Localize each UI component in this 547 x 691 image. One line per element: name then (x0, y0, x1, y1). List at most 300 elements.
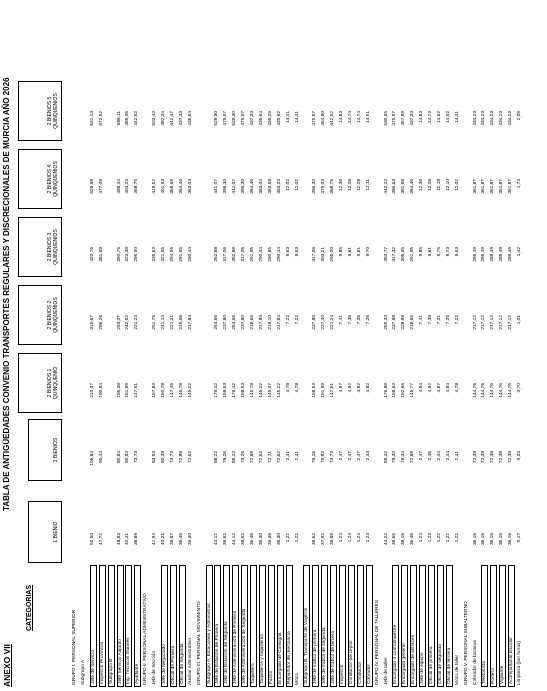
table-cell-value: 4,92 (428, 383, 433, 393)
column-header-label: 2 BIENIOS 5 QUINQUENIOS (46, 93, 59, 129)
column-header (18, 285, 62, 345)
table-cell-value: 390,75 (116, 247, 122, 262)
table-cell-value: 7,36 (356, 315, 362, 325)
row-category-label: Oficial de segunda (437, 644, 443, 684)
table-cell-value: 88,22 (214, 451, 220, 464)
table-cell-value: 76,34 (401, 451, 407, 464)
table-cell-value: 79,26 (241, 451, 247, 464)
table-cell-value: 221,24 (134, 315, 140, 330)
table-cell-value: 241,14 (161, 315, 166, 330)
table-cell-value: 4,78 (294, 383, 300, 393)
table-cell-value: 317,06 (312, 247, 318, 262)
table-cell-value: 2,43 (365, 451, 371, 461)
table-cell-value: 264,66 (214, 315, 220, 330)
table-cell-value: 9,63 (294, 247, 300, 257)
row-category-label: GRUPO I. PERSONAL SUPERIOR (72, 609, 77, 685)
table-cell-value: 1,24 (356, 533, 362, 543)
table-cell-value: 210,37 (89, 383, 95, 398)
table-cell-value: 2,41 (294, 451, 300, 461)
table-row (277, 565, 284, 687)
table-cell-value: 14,74 (356, 111, 362, 124)
table-cell-value: 290,44 (187, 247, 193, 262)
table-cell-value: 477,09 (98, 179, 104, 194)
row-category-label: Mozo de taller (454, 654, 460, 685)
table-cell-value: 363,04 (187, 179, 193, 194)
table-cell-value: 335,63 (152, 247, 158, 262)
table-cell-value: 144,76 (490, 383, 496, 398)
row-category-label: Limpieza (por horas) (517, 641, 522, 685)
table-cell-value: 396,30 (312, 179, 318, 194)
table-row (117, 565, 124, 687)
table-row (339, 565, 346, 687)
table-cell-value: 36,36 (267, 533, 273, 546)
table-cell-value: 217,12 (490, 315, 496, 330)
row-category-label: Repartidor de mercancía (286, 631, 292, 684)
table-cell-value: 291,55 (178, 247, 184, 262)
table-cell-value: 9,81 (356, 247, 362, 257)
row-category-label: Subgrupo A (80, 659, 86, 685)
table-row (321, 565, 328, 687)
row-category-label: Conductor-perceptor (348, 640, 354, 684)
table-cell-value: 158,53 (241, 383, 247, 398)
table-cell-value: 631,13 (89, 111, 95, 126)
table-cell-value: 237,98 (392, 315, 398, 330)
table-cell-value: 9,70 (365, 247, 371, 257)
table-cell-value: 434,23 (490, 111, 496, 126)
table-cell-value: 251,75 (152, 315, 158, 330)
table-cell-value: 434,23 (481, 111, 487, 126)
table-cell-value: 12,28 (347, 179, 353, 192)
table-cell-value: 1,74 (517, 179, 522, 189)
table-cell-value: 503,43 (152, 111, 158, 126)
column-header-label: 2 BIENIOS 3 QUINQUENIOS (46, 229, 59, 265)
table-cell-value: 218,66 (178, 315, 184, 330)
table-row (375, 27, 381, 687)
table-row (232, 565, 239, 687)
row-category-label: Jefe de Administración de Segunda (242, 608, 248, 684)
table-cell-value: 72,38 (499, 451, 505, 464)
table-cell-value: 2,44 (436, 451, 442, 461)
table-row (214, 565, 221, 687)
table-cell-value: 361,87 (499, 179, 505, 194)
row-category-label: GRUPO V. PERSONAL SUBALTERNO (463, 601, 469, 685)
table-cell-value: 1,22 (445, 533, 451, 543)
table-cell-value: 295,00 (330, 247, 336, 262)
table-cell-value: 290,85 (267, 247, 273, 262)
table-cell-value: 368,69 (169, 179, 175, 194)
table-cell-value: 72,88 (410, 451, 416, 464)
table-cell-value: 221,24 (330, 315, 336, 330)
table-cell-value: 40,21 (161, 533, 166, 546)
categorias-heading: CATEGORIAS (26, 584, 33, 631)
table-cell-value: 37,92 (321, 533, 327, 546)
table-cell-value: 144,76 (508, 383, 514, 398)
table-cell-value: 144,76 (472, 383, 478, 398)
table-cell-value: 361,87 (508, 179, 514, 194)
table-cell-value: 80,84 (116, 451, 122, 464)
table-cell-value: 167,83 (152, 383, 158, 398)
table-cell-value: 289,49 (490, 247, 496, 262)
table-cell-value: 36,30 (187, 533, 193, 546)
table-cell-value: 437,33 (410, 111, 416, 126)
table-cell-value: 38,16 (401, 533, 407, 546)
table-cell-value: 12,28 (356, 179, 362, 192)
table-row (206, 565, 213, 687)
table-cell-value: 217,84 (258, 315, 264, 330)
table-cell-value: 9,75 (436, 247, 442, 257)
table-row (330, 565, 337, 687)
table-cell-value: 176,88 (383, 383, 389, 398)
column-header (18, 217, 62, 277)
table-cell-value: 12,36 (339, 179, 344, 192)
table-cell-value: 39,66 (392, 533, 398, 546)
table-row (464, 27, 470, 687)
row-category-label: Jefe de tráfico de segunda (322, 627, 328, 684)
table-row (72, 27, 78, 687)
table-cell-value: 80,83 (125, 451, 131, 464)
table-cell-value: 144,76 (481, 383, 487, 398)
table-cell-value: 305,35 (401, 247, 407, 262)
table-cell-value: 1,22 (436, 533, 442, 543)
table-cell-value: 442,52 (330, 111, 336, 126)
table-cell-value: 361,87 (490, 179, 496, 194)
row-category-label: Inspector (340, 664, 345, 684)
table-cell-value: 44,22 (383, 533, 389, 546)
table-cell-value: 2,47 (347, 451, 353, 461)
table-cell-value: 317,06 (223, 247, 229, 262)
table-cell-value: 434,23 (499, 111, 505, 126)
table-row (286, 565, 293, 687)
table-cell-value: 361,87 (472, 179, 478, 194)
table-cell-value: 73,73 (134, 451, 140, 464)
table-row (90, 565, 97, 687)
table-cell-value: 1,42 (517, 247, 522, 257)
table-cell-value: 9,73 (445, 247, 451, 257)
row-category-label: Oficial de Primera (170, 645, 176, 684)
column-header-label: 2 BIENIOS 2 QUINQUENIOS (46, 297, 59, 333)
document-title: TABLA DE ANTIGÜEDADES CONVENIO TRANSPORTES REGULARES Y DISCRECIONALES DE MURCIA AÑO 2026 (2, 77, 11, 511)
table-cell-value: 9,81 (428, 247, 433, 257)
table-cell-value: 7,22 (294, 315, 300, 325)
row-category-label: Jefe de equipo (420, 652, 426, 684)
table-cell-value: 12,11 (365, 179, 371, 191)
row-category-label: Subgrupo B (108, 658, 114, 684)
table-cell-value: 72,38 (508, 451, 514, 464)
row-category-label: Cobrador (366, 664, 372, 684)
table-cell-value: 317,32 (392, 247, 398, 262)
row-category-label: Jefe de Sección (152, 650, 158, 685)
table-cell-value: 4,97 (339, 383, 344, 393)
table-cell-value: 4,78 (454, 383, 460, 393)
table-cell-value: 12,36 (419, 179, 425, 192)
table-cell-value: 290,44 (276, 247, 282, 262)
table-cell-value: 14,41 (454, 111, 460, 124)
table-cell-value: 291,55 (250, 247, 255, 262)
table-cell-value: 315,67 (89, 315, 95, 330)
table-cell-value: 217,12 (499, 315, 505, 330)
row-category-label: GRUPO III. PERSONAL MOVIMIENTO (196, 601, 202, 685)
table-cell-value: 237,80 (312, 315, 318, 330)
row-category-label: Jefe de Servicio (90, 649, 96, 684)
table-row (428, 565, 435, 687)
table-cell-value: 145,77 (410, 383, 416, 398)
table-cell-value: 364,46 (250, 179, 255, 194)
column-header (28, 419, 62, 481)
table-cell-value: 286,26 (98, 315, 104, 330)
row-category-label: Vigilante (500, 665, 506, 684)
table-cell-value: 1,22 (454, 533, 460, 543)
table-cell-value: 457,99 (401, 111, 407, 126)
table-cell-value: 36,87 (169, 533, 175, 546)
table-row (366, 565, 373, 687)
table-cell-value: 40,41 (125, 533, 131, 546)
table-row (490, 565, 497, 687)
table-row (143, 27, 149, 687)
table-cell-value: 95,43 (98, 451, 104, 464)
column-header (28, 501, 62, 563)
table-cell-value: 12,28 (428, 179, 433, 192)
table-cell-value: 242,52 (125, 315, 131, 330)
row-category-label: Oficial de Segunda (179, 643, 185, 684)
table-cell-value: 434,23 (508, 111, 514, 126)
table-row (446, 565, 453, 687)
row-category-label: Encargado de almacén (411, 634, 417, 684)
table-cell-value: 323,38 (125, 247, 131, 262)
row-category-label: Jefe de Negociado (162, 643, 167, 684)
table-cell-value: 44,12 (232, 533, 238, 546)
table-cell-value: 72,62 (258, 451, 264, 464)
row-category-label: Taquillero (251, 663, 256, 684)
table-cell-value: 317,06 (241, 247, 247, 262)
table-cell-value: 381,69 (98, 247, 104, 262)
table-cell-value: 227,40 (321, 315, 327, 330)
table-cell-value: 217,84 (276, 315, 282, 330)
table-cell-value: 321,55 (161, 247, 166, 262)
table-cell-value: 36,16 (499, 533, 505, 546)
table-cell-value: 2,41 (285, 451, 291, 461)
row-category-label: Ayudante (135, 663, 141, 684)
table-cell-value: 72,38 (481, 451, 487, 464)
table-cell-value: 48,83 (116, 533, 122, 546)
table-cell-value: 435,62 (276, 111, 282, 126)
row-category-label: Cobrador de facturas (472, 639, 478, 685)
row-category-label: Inspector Provincial (99, 642, 105, 684)
table-cell-value: 353,77 (383, 247, 389, 262)
table-cell-value: 401,93 (161, 179, 166, 194)
table-cell-value: 7,22 (285, 315, 291, 325)
table-cell-value: 2,09 (517, 111, 522, 121)
row-category-label: Taquilleros y taquilleras (259, 634, 265, 684)
row-category-label: Subgrupo A: Estaciones y Administrac. (206, 601, 212, 684)
table-cell-value: 36,89 (330, 533, 336, 546)
table-cell-value: 88,42 (383, 451, 389, 464)
row-category-label: GRUPO II. PERSONAL ADMINISTRATIVO (143, 593, 149, 685)
table-cell-value: 36,46 (410, 533, 416, 546)
table-cell-value: 0,17 (517, 533, 522, 543)
table-cell-value: 381,68 (401, 179, 407, 194)
table-cell-value: 47,72 (98, 533, 104, 546)
table-row (125, 565, 132, 687)
table-cell-value: 437,33 (178, 111, 184, 126)
table-row (161, 565, 168, 687)
table-cell-value: 290,44 (258, 247, 264, 262)
row-category-label: Acompañante Escolar (509, 637, 515, 684)
table-cell-value: 39,62 (241, 533, 247, 546)
table-cell-value: 14,51 (365, 111, 371, 124)
table-cell-value: 352,88 (232, 247, 238, 262)
table-cell-value: 36,89 (134, 533, 140, 546)
table-cell-value: 363,04 (258, 179, 264, 194)
table-cell-value: 79,26 (223, 451, 229, 464)
table-row (437, 565, 444, 687)
row-category-label: GRUPO IV. PERSONAL DE TALLERES (374, 599, 380, 685)
table-cell-value: 145,22 (187, 383, 193, 398)
table-cell-value: 36,46 (178, 533, 184, 546)
table-cell-value: 442,47 (169, 111, 175, 126)
row-category-label: Mozo (294, 673, 300, 685)
table-cell-value: 4,87 (436, 383, 442, 393)
table-cell-value: 39,62 (312, 533, 318, 546)
table-row (392, 565, 399, 687)
table-row (401, 565, 408, 687)
table-cell-value: 36,30 (258, 533, 264, 546)
table-cell-value: 160,78 (161, 383, 166, 398)
table-cell-value: 475,57 (241, 111, 247, 126)
table-cell-value: 1,23 (428, 533, 433, 543)
table-cell-value: 0,33 (517, 451, 522, 461)
table-cell-value: 145,78 (178, 383, 184, 398)
row-category-label: Encargado general (402, 643, 408, 684)
table-cell-value: 217,12 (508, 315, 514, 330)
table-row (508, 565, 515, 687)
table-cell-value: 14,41 (294, 111, 300, 124)
table-cell-value: 435,64 (187, 111, 193, 126)
table-row (134, 565, 141, 687)
table-cell-value: 72,38 (472, 451, 478, 464)
table-cell-value: 237,80 (241, 315, 247, 330)
table-cell-value: 217,84 (187, 315, 193, 330)
table-cell-value: 475,97 (392, 111, 398, 126)
table-cell-value: 217,12 (472, 315, 478, 330)
table-cell-value: 364,46 (410, 179, 416, 194)
table-cell-value: 36,46 (250, 533, 255, 546)
table-cell-value: 72,88 (250, 451, 255, 464)
table-cell-value: 1,22 (294, 533, 300, 543)
table-cell-value: 7,41 (419, 315, 425, 325)
row-category-label: Encargado o contramaestre (393, 624, 399, 684)
table-cell-value: 529,30 (214, 111, 220, 126)
table-cell-value: 265,33 (383, 315, 389, 330)
row-category-label: Auxiliar Administrativo (187, 638, 193, 685)
table-cell-value: 530,65 (383, 111, 389, 126)
table-cell-value: 7,41 (339, 315, 344, 325)
table-cell-value: 435,64 (258, 111, 264, 126)
table-cell-value: 237,80 (223, 315, 229, 330)
table-cell-value: 434,23 (472, 111, 478, 126)
row-category-label: Encargado de Consigna (277, 632, 283, 684)
table-row (410, 565, 417, 687)
table-cell-value: 221,21 (169, 315, 175, 330)
table-row (99, 565, 106, 687)
table-cell-value: 396,63 (392, 179, 398, 194)
table-cell-value: 73,73 (169, 451, 175, 464)
table-cell-value: 144,76 (499, 383, 505, 398)
table-cell-value: 79,26 (312, 451, 318, 464)
table-row (357, 565, 364, 687)
table-cell-value: 158,53 (223, 383, 229, 398)
row-category-label: Factor (268, 670, 274, 684)
table-cell-value: 0,70 (517, 383, 522, 393)
table-cell-value: 4,94 (419, 383, 425, 393)
table-cell-value: 14,41 (285, 111, 291, 124)
table-cell-value: 52,50 (89, 533, 95, 546)
table-cell-value: 442,22 (383, 179, 389, 194)
table-cell-value: 12,02 (294, 179, 300, 192)
table-cell-value: 2,46 (428, 451, 433, 461)
table-row (312, 565, 319, 687)
table-cell-value: 36,16 (508, 533, 514, 546)
table-row (108, 565, 115, 687)
table-cell-value: 41,94 (152, 533, 158, 546)
table-cell-value: 485,06 (125, 111, 131, 126)
table-row (81, 27, 87, 687)
table-cell-value: 176,42 (214, 383, 220, 398)
table-cell-value: 79,30 (392, 451, 398, 464)
table-row (223, 565, 230, 687)
table-cell-value: 475,57 (312, 111, 318, 126)
column-header (18, 81, 62, 141)
table-cell-value: 72,71 (267, 451, 273, 464)
table-cell-value: 83,93 (152, 451, 158, 464)
table-cell-value: 289,49 (472, 247, 478, 262)
row-category-label: Subgrupo B. Transporte de Viajeros (304, 607, 310, 684)
table-cell-value: 2,44 (445, 451, 451, 461)
table-cell-value: 9,63 (454, 247, 460, 257)
table-cell-value: 363,04 (276, 179, 282, 194)
table-cell-value: 218,10 (267, 315, 273, 330)
table-cell-value: 36,16 (490, 533, 496, 546)
table-cell-value: 572,52 (98, 111, 104, 126)
table-cell-value: 158,53 (312, 383, 318, 398)
table-cell-value: 264,66 (232, 315, 238, 330)
table-cell-value: 1,22 (285, 533, 291, 543)
table-cell-value: 158,63 (392, 383, 398, 398)
table-cell-value: 442,52 (134, 111, 140, 126)
column-header-label: 2 BIENIOS 1 QUINQUENIO (46, 366, 59, 400)
row-category-label: Jefe de tráfico de primera (313, 629, 319, 684)
table-cell-value: 482,34 (161, 111, 166, 126)
table-cell-value: 586,11 (116, 111, 122, 126)
table-cell-value: 420,76 (89, 247, 95, 262)
anexo-label: ANEXO VII (2, 644, 12, 687)
table-cell-value: 36,16 (481, 533, 487, 546)
table-cell-value: 294,96 (169, 247, 175, 262)
table-cell-value: 73,73 (330, 451, 336, 464)
row-category-label: Jefe de Estación de Segunda (224, 621, 230, 684)
row-category-label: Conductor (357, 661, 363, 684)
table-row (179, 565, 186, 687)
table-cell-value: 441,07 (214, 179, 220, 194)
table-cell-value: 195,38 (116, 383, 122, 398)
table-cell-value: 2,47 (339, 451, 344, 461)
table-row (197, 27, 203, 687)
table-cell-value: 80,39 (161, 451, 166, 464)
table-cell-value: 404,23 (125, 179, 131, 194)
row-category-label: Telefonista (482, 661, 488, 684)
table-row (481, 565, 488, 687)
table-cell-value: 14,62 (436, 111, 442, 124)
table-cell-value: 9,81 (347, 247, 353, 257)
